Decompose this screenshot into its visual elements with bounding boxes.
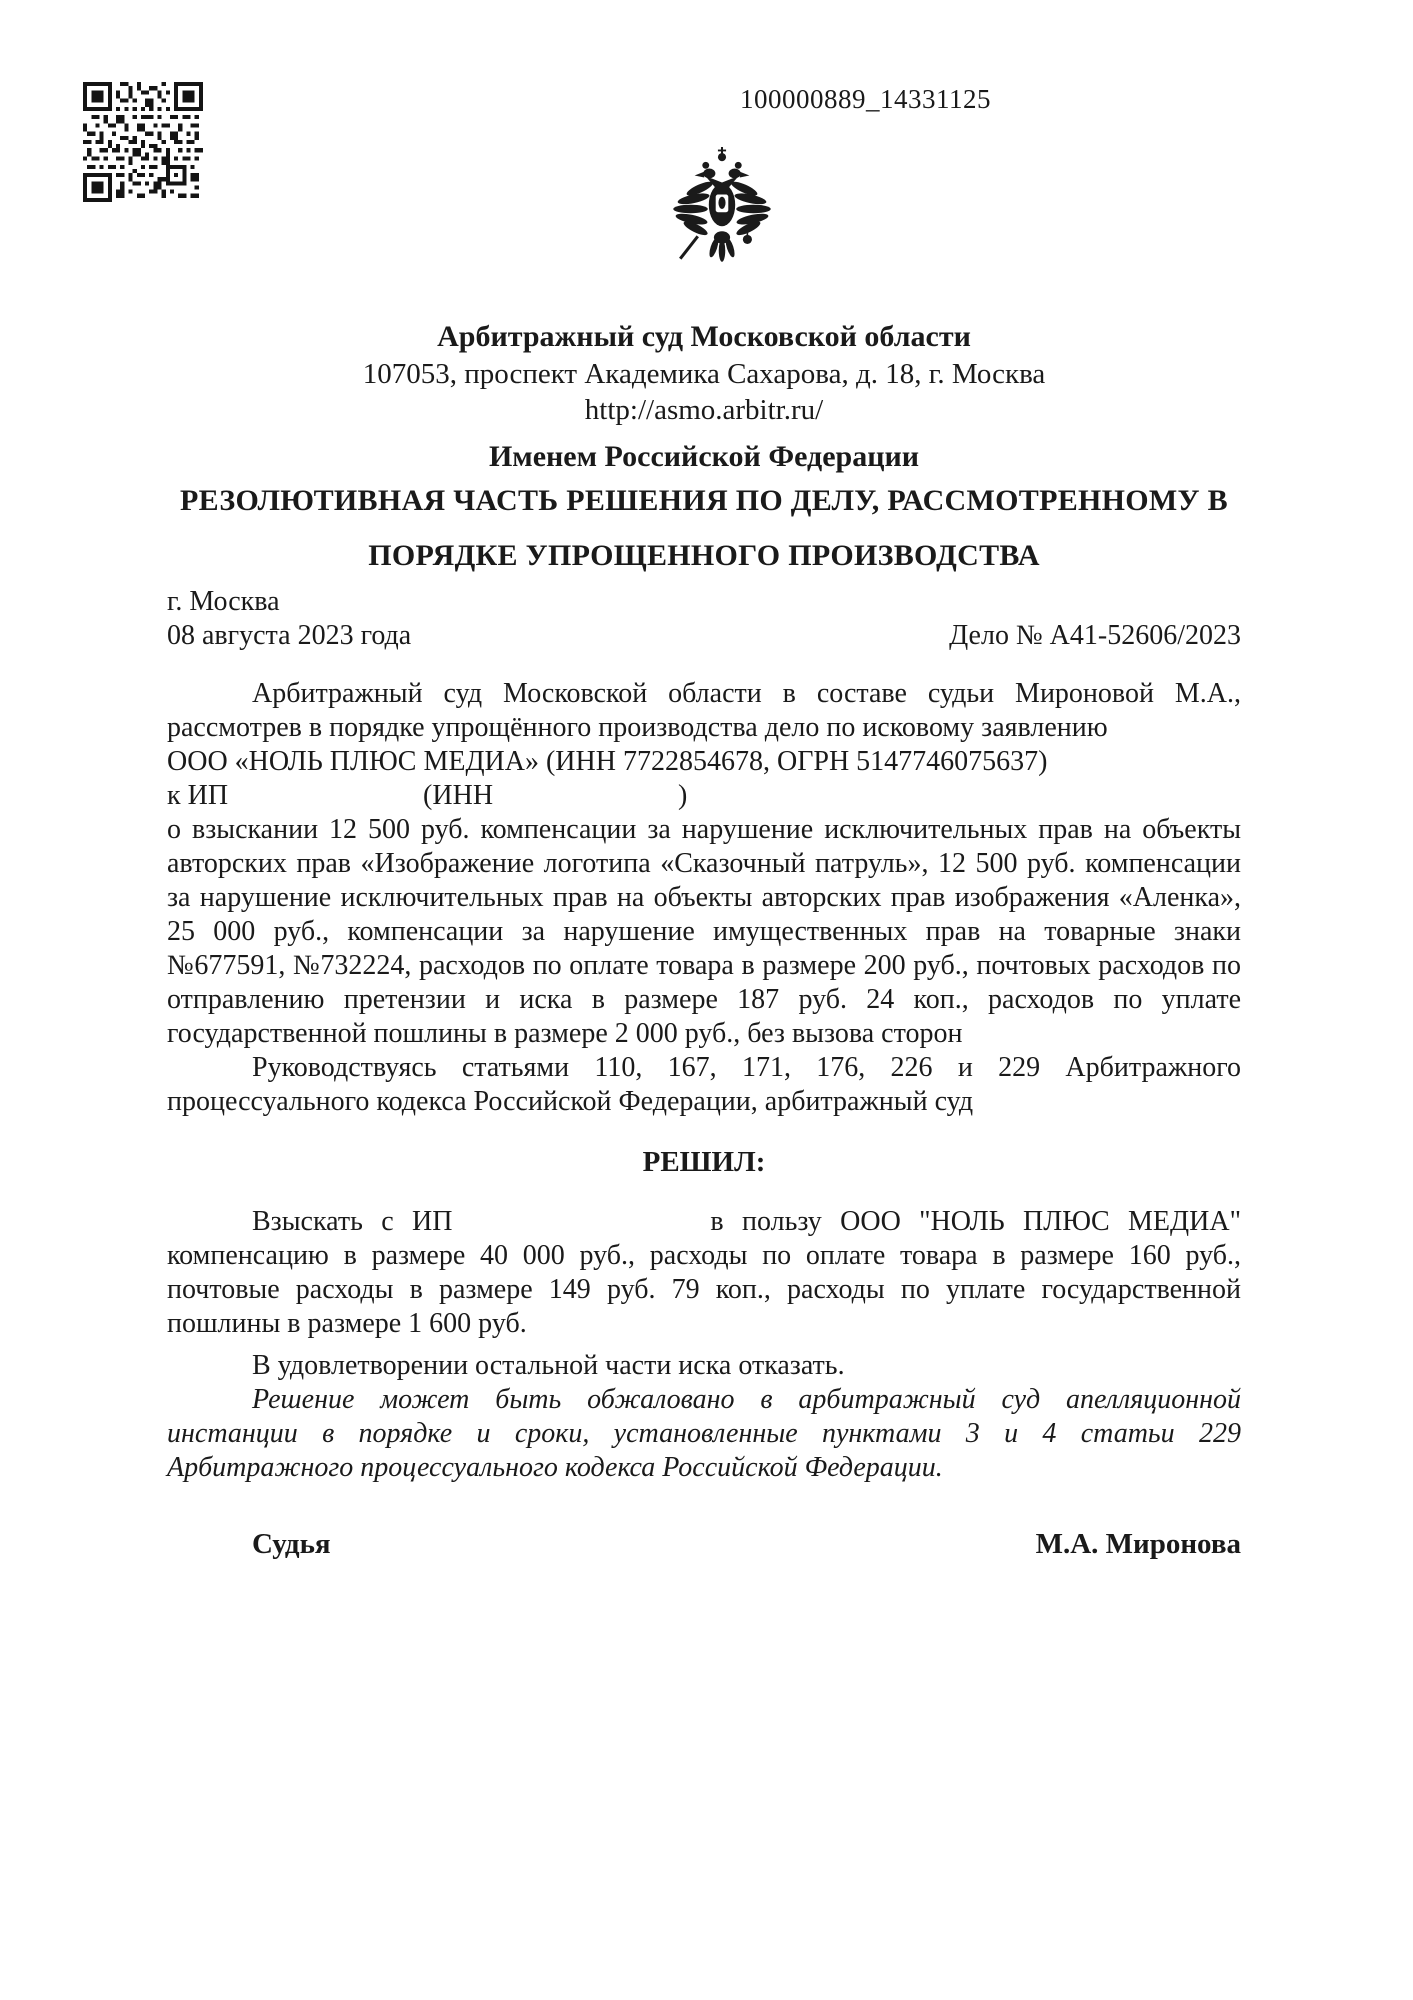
- date-case-row: [167, 619, 1241, 653]
- inn-open: (ИНН: [423, 780, 494, 811]
- in-the-name-line: Именем Российской Федерации: [488, 440, 920, 473]
- legal-basis-paragraph: Руководствуясь статьями 110, 167, 171, 176, 226 и 229 Арбитражного процессуального кодекса Российской Федерации, арбитражный суд: [167, 1052, 1241, 1117]
- defendant-line: [167, 779, 1241, 813]
- document-number: 100000889_14331125: [740, 84, 991, 114]
- signature-name: М.А. Миронова: [1035, 1528, 1241, 1560]
- intro-paragraph: Арбитражный суд Московской области в составе судьи Мироновой М.А., рассмотрев в порядке упрощённого производства дело по исковому заявлению: [167, 678, 1241, 743]
- redacted-defendant-inn: [493, 803, 678, 804]
- signature-row: [167, 1527, 1241, 1561]
- court-address: 107053, проспект Академика Сахарова, д. 18, г. Москва: [362, 358, 1046, 390]
- defendant-prefix: к ИП: [167, 780, 229, 811]
- denial-line: В удовлетворении остальной части иска отказать.: [252, 1350, 845, 1381]
- appeal-paragraph: Решение может быть обжаловано в арбитражный суд апелляционной инстанции в порядке и сроки, установленные пунктами 3 и 4 статьи 229 Арбитражного процессуального кодекса Российской Федерации.: [167, 1384, 1241, 1483]
- inn-close: ): [678, 780, 688, 811]
- signature-role: Судья: [252, 1528, 331, 1560]
- resolution-title-line2: ПОРЯДКЕ УПРОЩЕННОГО ПРОИЗВОДСТВА: [368, 539, 1040, 572]
- qr-code-icon: [83, 82, 203, 202]
- award-paragraph: [167, 1205, 1241, 1341]
- court-name: Арбитражный суд Московской области: [437, 320, 971, 353]
- claim-paragraph: о взыскании 12 500 руб. компенсации за нарушение исключительных прав на объекты авторских прав «Изображение логотипа «Сказочный патруль», 12 500 руб. компенсации за нарушение исключительных прав на объекты авторских прав изображения «Аленка», 25 000 руб., компенсации за нарушение имущественных прав на товарные знаки №677591, №732224, расходов по оплате товара в размере 200 руб., почтовых расходов по отправлению претензии и иска в размере 187 руб. 24 коп., расходов по уплате государственной пошлины в размере 2 000 руб., без вызова сторон: [167, 814, 1241, 1049]
- russian-coat-of-arms-icon: [661, 146, 783, 278]
- decision-date: 08 августа 2023 года: [167, 620, 412, 651]
- resolved-heading: РЕШИЛ:: [642, 1146, 766, 1178]
- plaintiff-line: ООО «НОЛЬ ПЛЮС МЕДИА» (ИНН 7722854678, ОГРН 5147746075637): [167, 746, 1048, 777]
- city-label: г. Москва: [167, 586, 280, 617]
- court-url: http://asmo.arbitr.ru/: [584, 394, 824, 426]
- redacted-defendant-name: [228, 803, 423, 804]
- case-number: Дело № А41-52606/2023: [949, 620, 1241, 651]
- award-prefix: Взыскать с ИП: [252, 1206, 453, 1237]
- redacted-defendant-name-2: [452, 1229, 710, 1230]
- award-suffix: в пользу ООО "НОЛЬ ПЛЮС МЕДИА" компенсацию в размере 40 000 руб., расходы по оплате товара в размере 160 руб., почтовые расходы в размере 149 руб. 79 коп., расходы по уплате государственной пошлины в размере 1 600 руб.: [167, 1206, 1242, 1339]
- resolution-title-line1: РЕЗОЛЮТИВНАЯ ЧАСТЬ РЕШЕНИЯ ПО ДЕЛУ, РАССМОТРЕННОМУ В: [180, 484, 1228, 517]
